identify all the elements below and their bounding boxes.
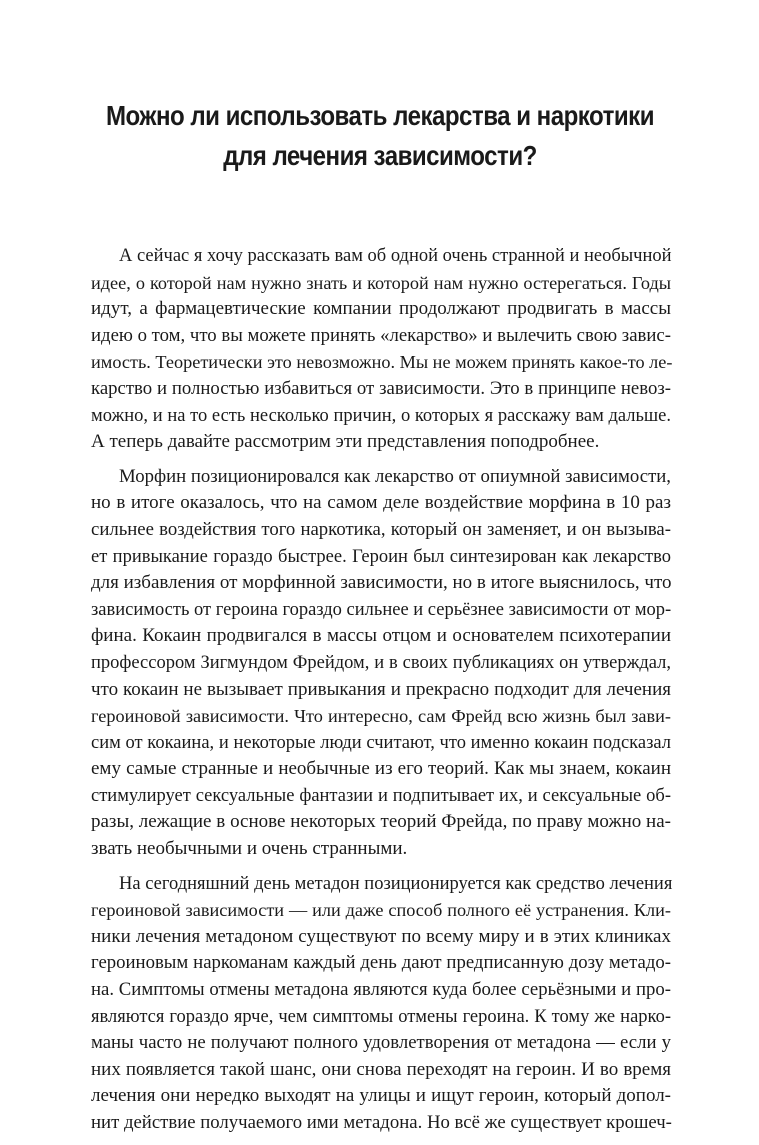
text-line: героиновой зависимости — или даже способ полного её устранения. Кли- [91,900,671,921]
text-line: стимулирует сексуальные фантазии и подпитывает их, и сексуальные об- [91,785,671,806]
text-line: А теперь давайте рассмотрим эти представления поподробнее. [91,431,600,453]
paragraph [91,243,671,456]
text-line: фина. Кокаин продвигался в массы отцом и основателем психотерапии [91,625,671,647]
text-line: на. Симптомы отмены метадона являются куда более серьёзными и про- [91,979,671,1001]
paragraph [91,871,671,1137]
text-line: являются гораздо ярче, чем симптомы отмены героина. К тому же нарко- [91,1006,671,1027]
text-line: сильнее воздействия того наркотика, который он заменяет, и он вызыва- [91,518,671,540]
text-line: маны часто не получают полного удовлетворения от метадона — если у [91,1032,671,1054]
chapter-title [105,96,655,176]
text-line: Морфин позиционировался как лекарство от опиумной зависимости, [119,465,671,487]
text-line: зависимость от героина гораздо сильнее и серьёзнее зависимости от мор- [91,599,672,620]
paragraph [91,464,671,863]
text-line: карство и полностью избавиться от зависимости. Это в принципе невоз- [91,377,671,399]
text-line: профессором Зигмундом Фрейдом, и в своих публикациях он утверждал, [91,652,671,673]
text-line: идею о том, что вы можете принять «лекарство» и вылечить свою завис- [91,324,671,346]
text-line: ему самые странные и необычные из его теорий. Как мы знаем, кокаин [91,758,671,780]
chapter-title-line: Можно ли использовать лекарства и наркотики [106,100,654,131]
text-line: имость. Теоретически это невозможно. Мы не можем принять какое-то ле- [91,352,673,373]
text-line: героиновым наркоманам каждый день дают предписанную дозу метадо- [91,952,671,974]
text-line: звать необычными и очень странными. [91,838,408,860]
text-line: можно, и на то есть несколько причин, о которых я расскажу вам дальше. [91,405,671,426]
text-line: разы, лежащие в основе некоторых теорий Фрейда, по праву можно на- [91,811,671,833]
text-line: ники лечения метадоном существуют по всему миру и в этих клиниках [91,925,671,947]
body-text [91,243,671,1145]
text-line: них появляется такой шанс, они снова переходят на героин. И во время [91,1058,671,1080]
chapter-title-line: для лечения зависимости? [223,140,537,171]
text-line: нит действие получаемого ими метадона. Но всё же существует крошеч- [91,1112,672,1133]
text-line: На сегодняшний день метадон позиционируется как средство лечения [119,873,673,894]
text-line: А сейчас я хочу рассказать вам об одной очень странной и необычной [119,246,672,266]
text-line: идее, о которой нам нужно знать и которой нам нужно остерегаться. Годы [91,272,671,293]
text-line: для избавления от морфинной зависимости, но в итоге выяснилось, что [91,572,672,594]
text-line: ет привыкание гораздо быстрее. Героин был синтезирован как лекарство [91,546,671,567]
text-line: героиновой зависимости. Что интересно, сам Фрейд всю жизнь был зави- [91,706,671,727]
text-line: идут, а фармацевтические компании продолжают продвигать в массы [91,298,671,320]
text-line: что кокаин не вызывает привыкания и прекрасно подходит для лечения [91,678,671,700]
text-line: лечения они нередко выходят на улицы и ищут героин, который допол- [91,1085,671,1107]
text-line: но в итоге оказалось, что на самом деле воздействие морфина в 10 раз [91,492,671,514]
text-line: сим от кокаина, и некоторые люди считают, что именно кокаин подсказал [91,732,671,753]
